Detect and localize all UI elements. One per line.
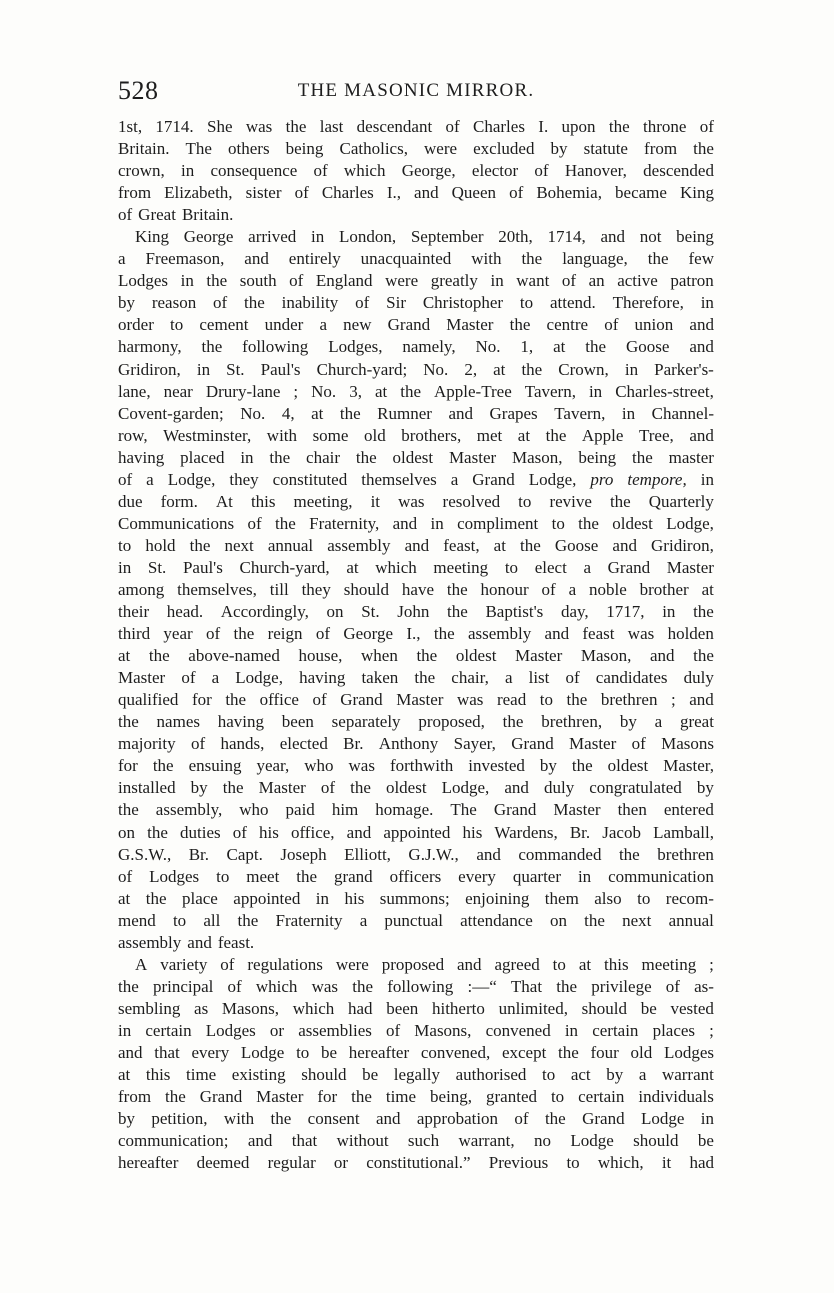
text-line: assembly and feast.	[118, 932, 255, 952]
text-line: of Lodges to meet the grand officers every quarter in communication	[118, 866, 714, 886]
text-line: crown, in consequence of which George, elector of Hanover, descended	[118, 161, 714, 181]
text-line: and that every Lodge to be hereafter convened, except the four old Lodges	[118, 1042, 714, 1062]
text-line: A variety of regulations were proposed and agreed to at this meeting ;	[135, 954, 714, 974]
text-line: row, Westminster, with some old brothers, met at the Apple Tree, and	[118, 425, 714, 445]
text-line: Covent-garden; No. 4, at the Rumner and Grapes Tavern, in Channel-	[118, 403, 714, 423]
body-text	[118, 116, 714, 1174]
text-line: hereafter deemed regular or constitutional.” Previous to which, it had	[118, 1153, 714, 1173]
text-line: the names having been separately proposed, the brethren, by a great	[118, 712, 714, 732]
text-line: Gridiron, in St. Paul's Church-yard; No. 2, at the Crown, in Parker's-	[118, 359, 714, 379]
text-line: communication; and that without such warrant, no Lodge should be	[118, 1131, 714, 1151]
text-line: at the place appointed in his summons; enjoining them also to recom-	[118, 888, 714, 908]
text-line: Lodges in the south of England were greatly in want of an active patron	[118, 271, 714, 291]
text-line: to hold the next annual assembly and feast, at the Goose and Gridiron,	[118, 535, 714, 555]
text-line: third year of the reign of George I., the assembly and feast was holden	[118, 624, 714, 644]
text-line: among themselves, till they should have the honour of a noble brother at	[118, 579, 714, 599]
text-line: at the above-named house, when the oldest Master Mason, and the	[118, 646, 714, 666]
text-line: due form. At this meeting, it was resolved to revive the Quarterly	[118, 491, 714, 511]
text-line: qualified for the office of Grand Master was read to the brethren ; and	[118, 690, 714, 710]
text-line: mend to all the Fraternity a punctual attendance on the next annual	[118, 910, 714, 930]
text-line: their head. Accordingly, on St. John the Baptist's day, 1717, in the	[118, 602, 714, 622]
text-line: Master of a Lodge, having taken the chair, a list of candidates duly	[118, 668, 714, 688]
text-line: installed by the Master of the oldest Lodge, and duly congratulated by	[118, 778, 714, 798]
text-line: 1st, 1714. She was the last descendant of Charles I. upon the throne of	[118, 117, 714, 136]
text-line: by petition, with the consent and approbation of the Grand Lodge in	[118, 1109, 714, 1129]
text-line: in certain Lodges or assemblies of Masons, convened in certain places ;	[118, 1020, 714, 1040]
text-line: Communications of the Fraternity, and in compliment to the oldest Lodge,	[118, 513, 714, 533]
text-line: the assembly, who paid him homage. The Grand Master then entered	[118, 800, 714, 820]
page-number: 528	[118, 76, 159, 105]
text-line: order to cement under a new Grand Master the centre of union and	[118, 315, 714, 335]
text-line: by reason of the inability of Sir Christopher to attend. Therefore, in	[118, 293, 714, 313]
running-title: THE MASONIC MIRROR.	[297, 80, 535, 101]
text-line: majority of hands, elected Br. Anthony Sayer, Grand Master of Masons	[118, 734, 714, 754]
text-line: of a Lodge, they constituted themselves a Grand Lodge, pro tempore, in	[118, 469, 714, 489]
text-line: at this time existing should be legally authorised to act by a warrant	[118, 1065, 714, 1085]
text-line: for the ensuing year, who was forthwith invested by the oldest Master,	[118, 756, 714, 776]
text-line: in St. Paul's Church-yard, at which meeting to elect a Grand Master	[118, 557, 714, 577]
text-line: of Great Britain.	[118, 205, 234, 225]
text-line: from the Grand Master for the time being, granted to certain individuals	[118, 1087, 714, 1107]
text-line: lane, near Drury-lane ; No. 3, at the Apple-Tree Tavern, in Charles-street,	[118, 381, 714, 401]
text-line: harmony, the following Lodges, namely, No. 1, at the Goose and	[118, 337, 714, 357]
text-line: having placed in the chair the oldest Master Mason, being the master	[118, 447, 714, 467]
text-line: Britain. The others being Catholics, were excluded by statute from the	[118, 139, 714, 159]
text-line: King George arrived in London, September 20th, 1714, and not being	[135, 227, 714, 247]
text-line: the principal of which was the following :—“ That the privilege of as-	[118, 976, 714, 996]
text-line: a Freemason, and entirely unacquainted with the language, the few	[118, 249, 714, 269]
text-line: from Elizabeth, sister of Charles I., and Queen of Bohemia, became King	[118, 183, 714, 203]
text-line: on the duties of his office, and appointed his Wardens, Br. Jacob Lamball,	[118, 822, 714, 842]
running-head	[118, 76, 714, 110]
text-line: G.S.W., Br. Capt. Joseph Elliott, G.J.W., and commanded the brethren	[118, 844, 714, 864]
text-line: sembling as Masons, which had been hitherto unlimited, should be vested	[118, 998, 714, 1018]
